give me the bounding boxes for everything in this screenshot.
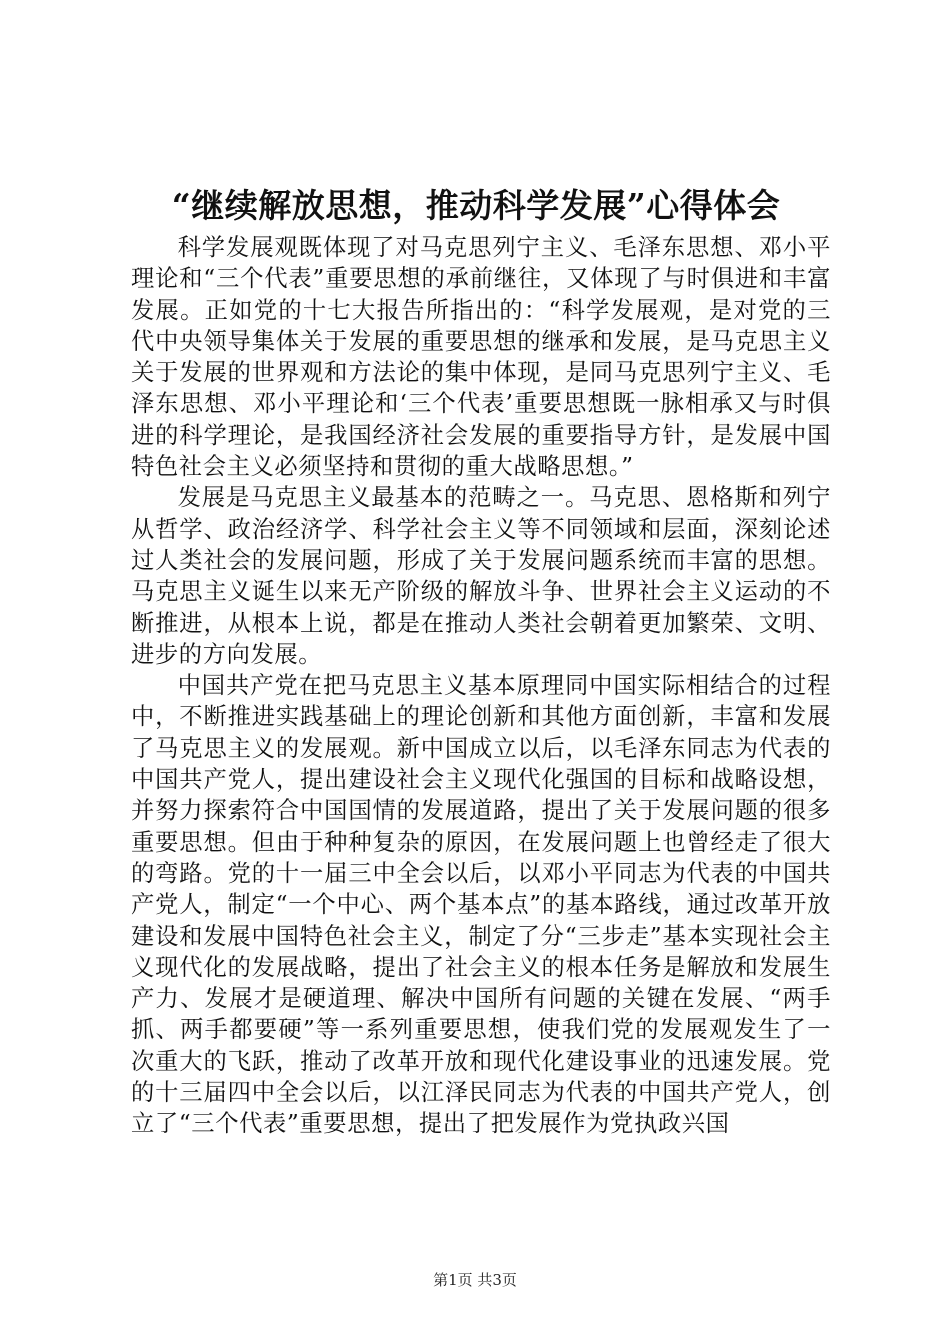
document-title: “继续解放思想，推动科学发展”心得体会 — [171, 186, 781, 225]
document-body — [131, 232, 831, 1140]
paragraph-1: 科学发展观既体现了对马克思列宁主义、毛泽东思想、邓小平理论和“三个代表”重要思想的承前继往，又体现了与时俱进和丰富发展。正如党的十七大报告所指出的：“科学发展观，是对党的三代中央领导集体关于发展的重要思想的继承和发展，是马克思主义关于发展的世界观和方法论的集中体现，是同马克思列宁主义、毛泽东思想、邓小平理论和‘三个代表’重要思想既一脉相承又与时俱进的科学理论，是我国经济社会发展的重要指导方针，是发展中国特色社会主义必须坚持和贯彻的重大战略思想。” — [131, 234, 831, 481]
paragraph-3: 中国共产党在把马克思主义基本原理同中国实际相结合的过程中，不断推进实践基础上的理论创新和其他方面创新，丰富和发展了马克思主义的发展观。新中国成立以后，以毛泽东同志为代表的中国共产党人，提出建设社会主义现代化强国的目标和战略设想，并努力探索符合中国国情的发展道路，提出了关于发展问题的很多重要思想。但由于种种复杂的原因，在发展问题上也曾经走了很大的弯路。党的十一届三中全会以后，以邓小平同志为代表的中国共产党人，制定“一个中心、两个基本点”的基本路线，通过改革开放建设和发展中国特色社会主义，制定了分“三步走”基本实现社会主义现代化的发展战略，提出了社会主义的根本任务是解放和发展生产力、发展才是硬道理、解决中国所有问题的关键在发展、“两手抓、两手都要硬”等一系列重要思想，使我们党的发展观发生了一次重大的飞跃，推动了改革开放和现代化建设事业的迅速发展。党的十三届四中全会以后，以江泽民同志为代表的中国共产党人，创立了“三个代表”重要思想，提出了把发展作为党执政兴国 — [131, 672, 831, 1138]
paragraph-2: 发展是马克思主义最基本的范畴之一。马克思、恩格斯和列宁从哲学、政治经济学、科学社会主义等不同领域和层面，深刻论述过人类社会的发展问题，形成了关于发展问题系统而丰富的思想。马克思主义诞生以来无产阶级的解放斗争、世界社会主义运动的不断推进，从根本上说，都是在推动人类社会朝着更加繁荣、文明、进步的方向发展。 — [131, 484, 831, 668]
page-indicator: 第1页 共3页 — [433, 1271, 517, 1289]
page-footer — [0, 1270, 950, 1290]
